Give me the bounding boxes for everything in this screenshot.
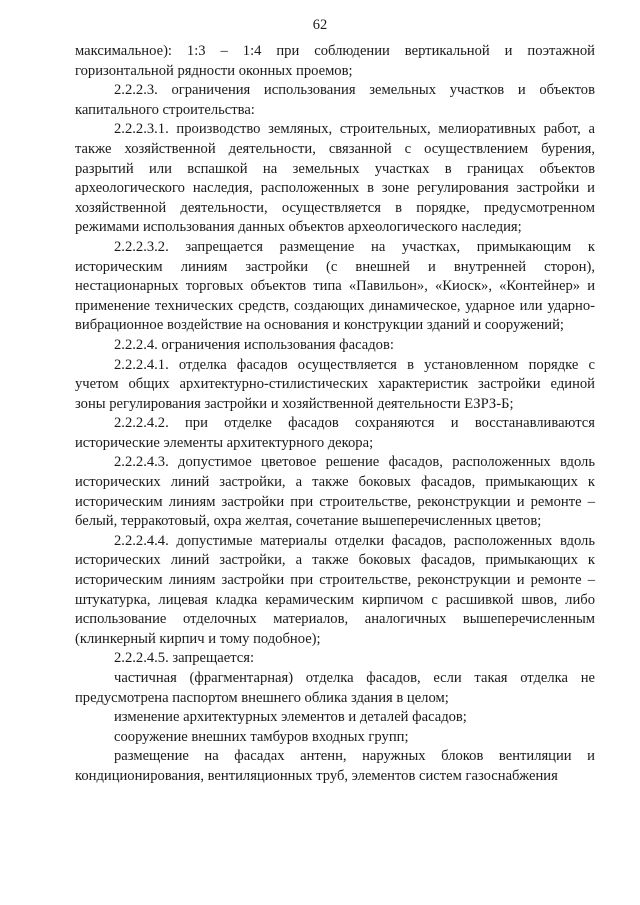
page-number: 62 <box>312 17 328 33</box>
paragraph: 2.2.2.4.2. при отделке фасадов сохраняются и восстанавливаются исторические элементы архитектурного декора; <box>75 415 595 451</box>
paragraph: 2.2.2.4.5. запрещается: <box>114 650 255 667</box>
paragraph: 2.2.2.3.1. производство земляных, строительных, мелиоративных работ, а также хозяйственной деятельности, связанной с осуществлением бурения, разрытий или вспашкой на земельных участках в границах объектов археологического наследия, расположенных в зоне регулирования застройки и хозяйственной деятельности, осуществляется в порядке, предусмотренном режимами использования данных объектов археологического наследия; <box>75 121 595 236</box>
paragraph: максимальное): 1:3 – 1:4 при соблюдении вертикальной и поэтажной горизонтальной рядности оконных проемов; <box>75 43 595 79</box>
paragraph: размещение на фасадах антенн, наружных блоков вентиляции и кондиционирования, вентиляционных труб, элементов систем газоснабжения <box>75 748 595 784</box>
paragraph: 2.2.2.3.2. запрещается размещение на участках, примыкающим к историческим линиям застройки (с внешней и внутренней сторон), нестационарных торговых объектов типа «Павильон», «Киоск», «Контейнер» и применение технических средств, создающих динамическое, ударное или ударно-вибрационное воздействие на основания и конструкции зданий и сооружений; <box>75 238 595 334</box>
paragraph: сооружение внешних тамбуров входных групп; <box>114 728 409 745</box>
paragraph: 2.2.2.4.3. допустимое цветовое решение фасадов, расположенных вдоль исторических линий застройки, а также боковых фасадов, примыкающих к историческим линиям застройки при строительстве, реконструкции и ремонте – белый, терракотовый, охра желтая, сочетание вышеперечисленных цветов; <box>75 454 595 530</box>
paragraph: 2.2.2.4. ограничения использования фасадов: <box>114 336 394 353</box>
paragraph: частичная (фрагментарная) отделка фасадов, если такая отделка не предусмотрена паспортом внешнего облика здания в целом; <box>75 670 595 706</box>
paragraph: 2.2.2.4.4. допустимые материалы отделки фасадов, расположенных вдоль исторических линий застройки, а также боковых фасадов, примыкающих к историческим линиям застройки при строительстве, реконструкции и ремонте – штукатурка, лицевая кладка керамическим кирпичом с расшивкой швов, либо использование отделочных материалов, аналогичных вышеперечисленным (клинкерный кирпич и тому подобное); <box>75 532 595 647</box>
paragraph: 2.2.2.3. ограничения использования земельных участков и объектов капитального строительства: <box>75 82 595 118</box>
paragraph: 2.2.2.4.1. отделка фасадов осуществляется в установленном порядке с учетом общих архитектурно-стилистических характеристик застройки единой зоны регулирования застройки и хозяйственной деятельности ЕЗРЗ-Б; <box>75 356 595 412</box>
paragraph: изменение архитектурных элементов и деталей фасадов; <box>114 709 467 726</box>
document-body <box>75 42 595 787</box>
